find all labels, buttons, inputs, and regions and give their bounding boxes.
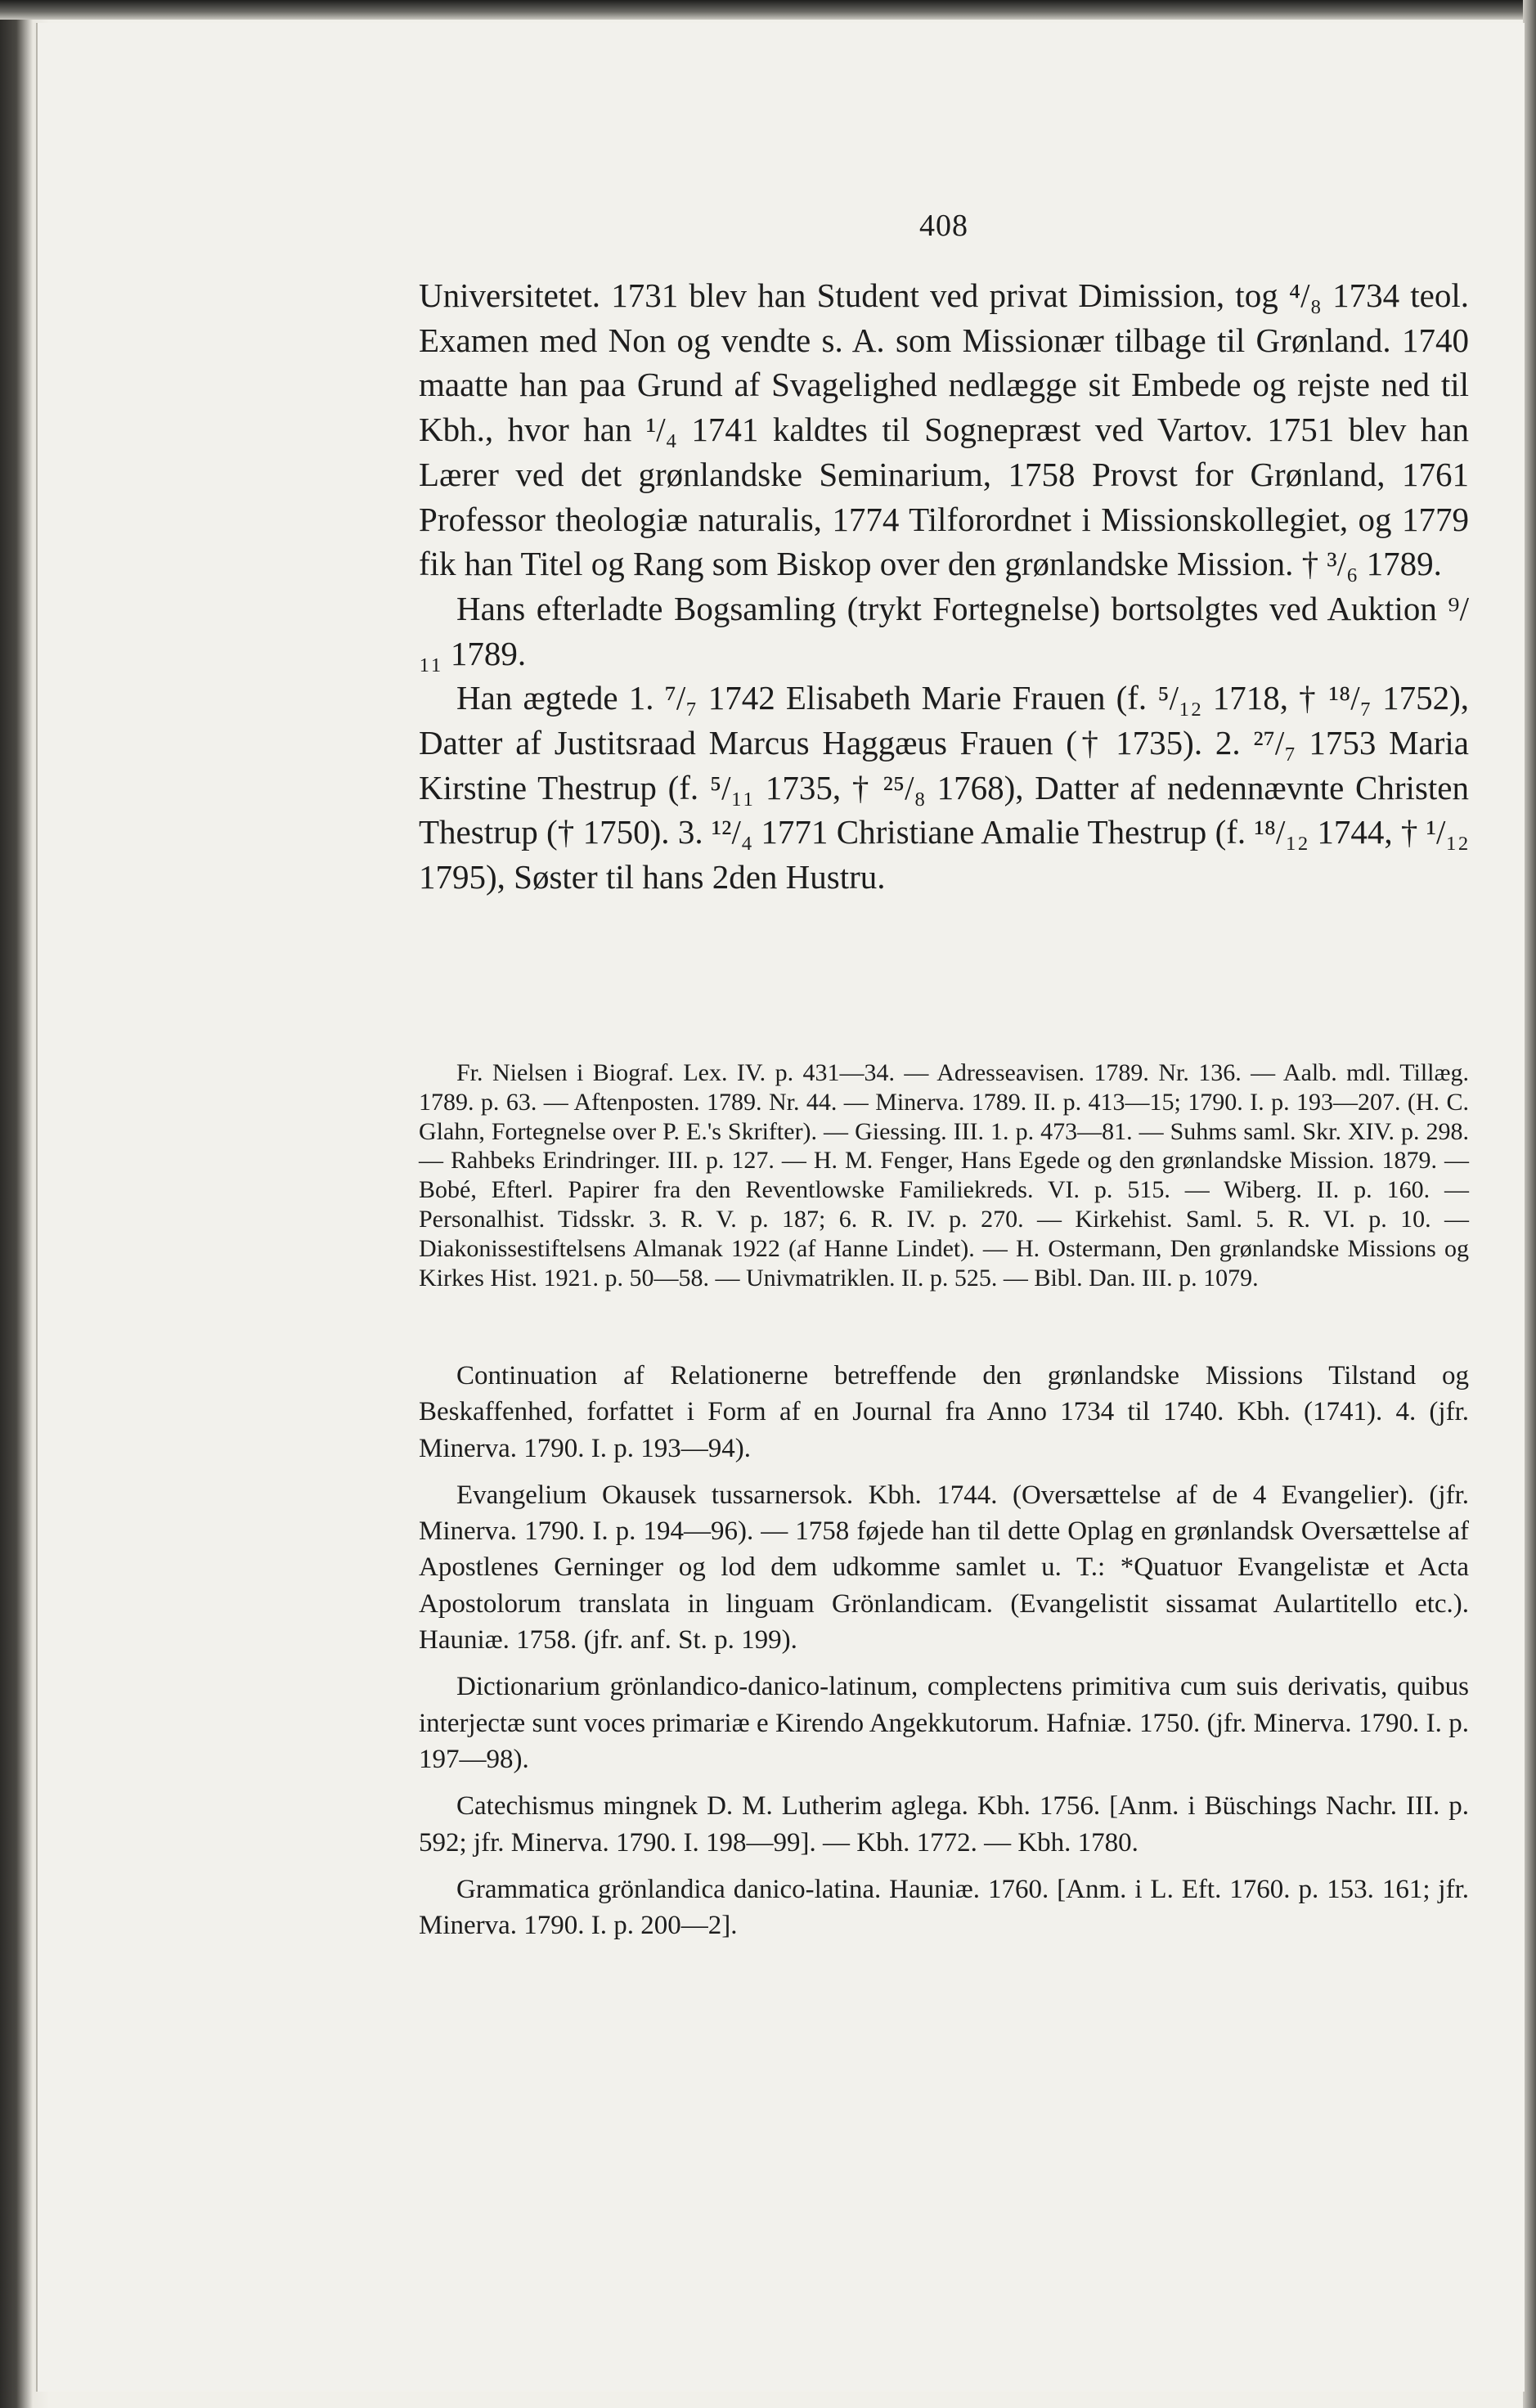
scan-right-edge (1523, 0, 1536, 2408)
work-entry: Continuation af Relationerne betreffende den grønlandske Missions Tilstand og Beskaffenhed, forfattet i Form af en Journal fra Anno 1734 til 1740. Kbh. (1741). 4. (jfr. Minerva. 1790. I. p. 193—94). (419, 1361, 1469, 1463)
biography-text (419, 273, 1469, 900)
works-list (419, 1358, 1469, 1954)
work-entry: Dictionarium grönlandico-danico-latinum, complectens primitiva cum suis derivatis, quibus interjectæ sunt voces primariæ e Kirendo Angekkutorum. Hafniæ. 1750. (jfr. Minerva. 1790. I. p. 197—98). (419, 1672, 1469, 1774)
paragraph-library: Hans efterladte Bogsamling (trykt Fortegnelse) bortsolgtes ved Auktion ⁹/₁₁ 1789. (419, 589, 1469, 672)
paragraph-career: Universitetet. 1731 blev han Student ved privat Dimission, tog ⁴/₈ 1734 teol. Examen med Non og vendte s. A. som Missionær tilbage til Grønland. 1740 maatte han paa Grund af Svagelighed nedlægge sit Embede og rejste ned til Kbh., hvor han ¹/₄ 1741 kaldtes til Sognepræst ved Vartov. 1751 blev han Lærer ved det grønlandske Seminarium, 1758 Provst for Grønland, 1761 Professor theologiæ naturalis, 1774 Tilforordnet i Missionskollegiet, og 1779 fik han Titel og Rang som Biskop over den grønlandske Mission. † ³/₆ 1789. (419, 276, 1469, 583)
work-entry: Grammatica grönlandica danico-latina. Hauniæ. 1760. [Anm. i L. Eft. 1760. p. 153. 161; jfr. Minerva. 1790. I. p. 200—2]. (419, 1874, 1469, 1941)
references: Fr. Nielsen i Biograf. Lex. IV. p. 431—34. — Adresseavisen. 1789. Nr. 136. — Aalb. mdl. Tillæg. 1789. p. 63. — Aftenposten. 1789. Nr. 44. — Minerva. 1789. II. p. 413—15; 1790. I. p. 193—207. (H. C. Glahn, Fortegnelse over P. E.'s Skrifter). — Giessing. III. 1. p. 473—81. — Suhms saml. Skr. XIV. p. 298. — Rahbeks Erindringer. III. p. 127. — H. M. Fenger, Hans Egede og den grønlandske Mission. 1879. — Bobé, Efterl. Papirer fra den Reventlowske Familiekreds. VI. p. 515. — Wiberg. II. p. 160. — Personalhist. Tidsskr. 3. R. V. p. 187; 6. R. IV. p. 270. — Kirkehist. Saml. 5. R. VI. p. 10. — Diakonissestiftelsens Almanak 1922 (af Hanne Lindet). — H. Ostermann, Den grønlandske Missions og Kirkes Hist. 1921. p. 50—58. — Univmatriklen. II. p. 525. — Bibl. Dan. III. p. 1079. (419, 1059, 1469, 1292)
scan-top-edge (0, 0, 1536, 20)
work-entry: Evangelium Okausek tussarnersok. Kbh. 1744. (Oversættelse af de 4 Evangelier). (jfr. Minerva. 1790. I. p. 194—96). — 1758 føjede han til dette Oplag en grønlandsk Oversættelse af Apostlenes Gerninger og lod dem udkomme samlet u. T.: *Quatuor Evangelistæ et Acta Apostolorum translata in linguam Grönlandicam. (Evangelistit sissamat Aulartitello etc.). Hauniæ. 1758. (jfr. anf. St. p. 199). (419, 1480, 1469, 1656)
work-entry: Catechismus mingnek D. M. Lutherim aglega. Kbh. 1756. [Anm. i Büschings Nachr. III. p. 592; jfr. Minerva. 1790. I. 198—99]. — Kbh. 1772. — Kbh. 1780. (419, 1791, 1469, 1858)
paragraph-marriages: Han ægtede 1. ⁷/₇ 1742 Elisabeth Marie Frauen (f. ⁵/₁₂ 1718, † ¹⁸/₇ 1752), Datter af Justitsraad Marcus Haggæus Frauen († 1735). 2. ²⁷/₇ 1753 Maria Kirstine Thestrup (f. ⁵/₁₁ 1735, † ²⁵/₈ 1768), Datter af nedennævnte Christen Thestrup († 1750). 3. ¹²/₄ 1771 Christiane Amalie Thestrup (f. ¹⁸/₁₂ 1744, † ¹/₁₂ 1795), Søster til hans 2den Hustru. (419, 679, 1469, 896)
page-number: 408 (919, 209, 968, 243)
book-page (36, 23, 1525, 2392)
